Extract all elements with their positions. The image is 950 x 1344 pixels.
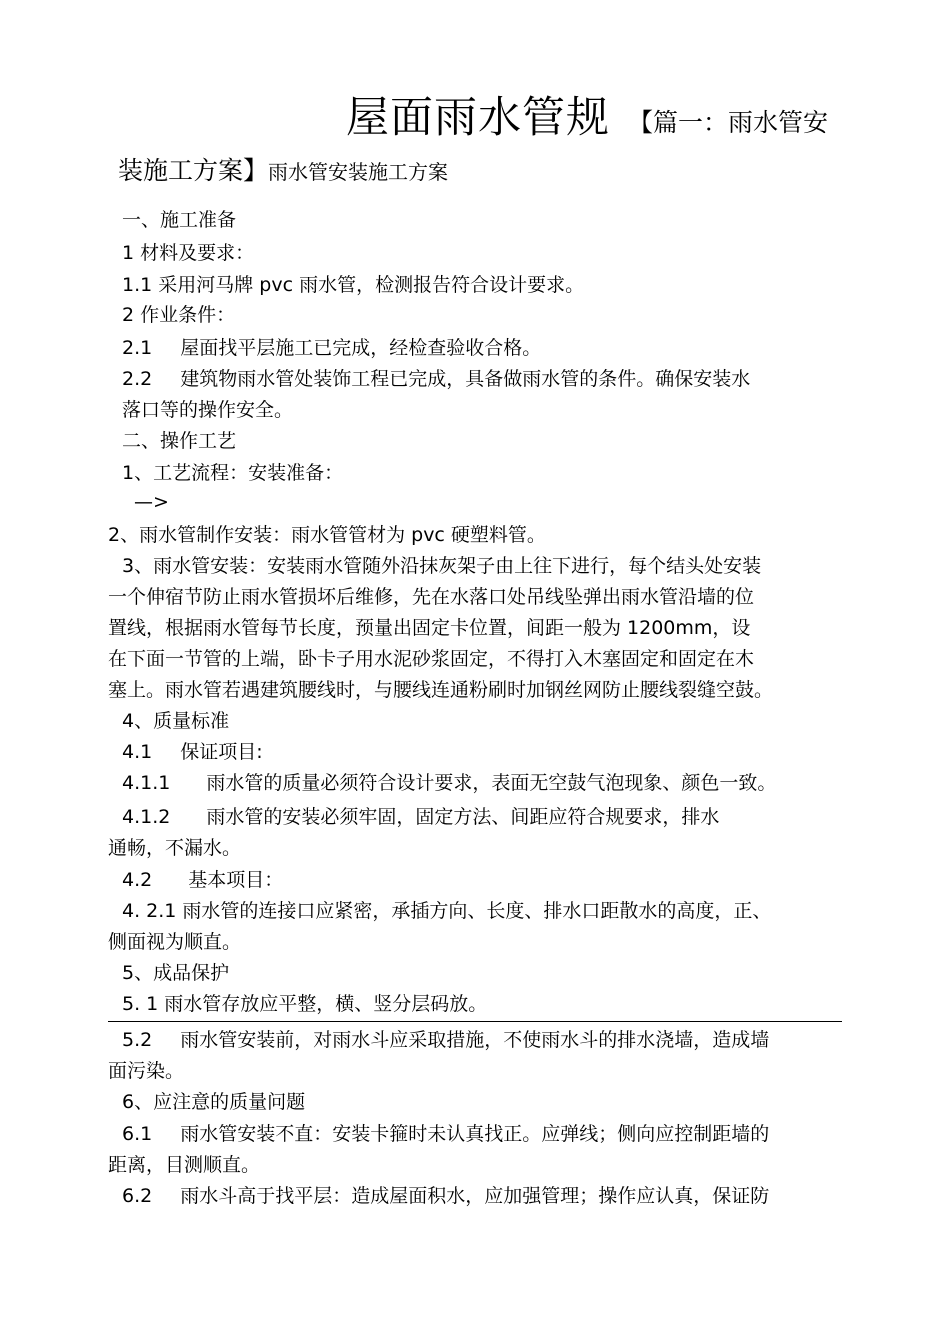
item-text: 雨水斗高于找平层：造成屋面积水，应加强管理；操作应认真，保证防 [180,1185,770,1207]
section-heading: 二、操作工艺 [122,430,237,452]
title-sub-part2: 装施工方案】 [118,156,269,185]
subheading: 1 材料及要求： [122,242,255,264]
title-sub-rest: 雨水管安装施工方案 [268,160,449,184]
numbered-item [122,333,541,363]
paragraph-line: 4. 2.1 雨水管的连接口应紧密，承插方向、长度、排水口距散水的高度，正、 [122,900,772,922]
paragraph-line: 5. 1 雨水管存放应平整，横、竖分层码放。 [122,993,488,1015]
paragraph-line: 通畅，不漏水。 [108,837,242,859]
subheading: 2 作业条件： [122,304,236,326]
numbered-item [122,364,750,394]
item-text: 雨水管的质量必须符合设计要求，表面无空鼓气泡现象、颜色一致。 [206,772,777,794]
item-text: 雨水管的安装必须牢固，固定方法、间距应符合规要求，排水 [206,806,720,828]
section-heading: 5、成品保护 [122,962,230,984]
numbered-item [122,768,776,798]
paragraph-line: 距离，目测顺直。 [108,1154,261,1176]
item-text: 基本项目： [188,869,284,891]
paragraph-line: 落口等的操作安全。 [122,399,294,421]
flow-arrow: —> [134,491,169,513]
paragraph-line: 面污染。 [108,1060,185,1082]
section-heading: 4、质量标准 [122,710,230,732]
item-number: 4.1.1 [122,772,171,794]
item-number: 4.2 [122,869,153,891]
item-number: 6.2 [122,1185,153,1207]
paragraph-line: 置线，根据雨水管每节长度，预量出固定卡位置，间距一般为 1200mm，设 [108,617,751,639]
numbered-item [122,1025,769,1055]
paragraph-line: 塞上。雨水管若遇建筑腰线时，与腰线连通粉刷时加钢丝网防止腰线裂缝空鼓。 [108,679,774,701]
subheading: 1、工艺流程：安装准备： [122,462,344,484]
section-heading: 一、施工准备 [122,209,237,231]
item-text: 屋面找平层施工已完成，经检查验收合格。 [180,337,542,359]
item-text: 建筑物雨水管处装饰工程已完成，具备做雨水管的条件。确保安装水 [180,368,751,390]
item-number: 2.2 [122,368,153,390]
numbered-item [122,802,719,832]
paragraph-line: 侧面视为顺直。 [108,931,242,953]
title-sub-part1: 【篇一：雨水管安 [628,108,829,137]
horizontal-rule [108,1021,842,1022]
numbered-item [122,1119,769,1149]
numbered-item [122,1181,769,1211]
title-main: 屋面雨水管规 [346,93,610,143]
paragraph-line: 一个伸宿节防止雨水管损坏后维修，先在水落口处吊线坠弹出雨水管沿墙的位 [108,586,755,608]
item-text: 雨水管安装前，对雨水斗应采取措施，不使雨水斗的排水浇墙，造成墙 [180,1029,770,1051]
document-subtitle [118,154,448,189]
item-number: 6.1 [122,1123,153,1145]
item-text: 雨水管安装不直：安装卡箍时未认真找正。应弹线；侧向应控制距墙的 [180,1123,770,1145]
item-number: 5.2 [122,1029,153,1051]
paragraph-line: 3、雨水管安装：安装雨水管随外沿抹灰架子由上往下进行，每个结头处安装 [122,555,762,577]
item-text: 保证项目: [180,741,263,763]
item-number: 2.1 [122,337,153,359]
numbered-item [122,865,283,895]
item-number: 4.1.2 [122,806,171,828]
item-number: 4.1 [122,741,153,763]
numbered-item [122,737,263,767]
paragraph-line: 2、雨水管制作安装：雨水管管材为 pvc 硬塑料管。 [108,524,546,546]
paragraph-line: 1.1 采用河马牌 pvc 雨水管，检测报告符合设计要求。 [122,274,585,296]
section-heading: 6、应注意的质量问题 [122,1091,306,1113]
paragraph-line: 在下面一节管的上端，卧卡子用水泥砂浆固定，不得打入木塞固定和固定在木 [108,648,755,670]
